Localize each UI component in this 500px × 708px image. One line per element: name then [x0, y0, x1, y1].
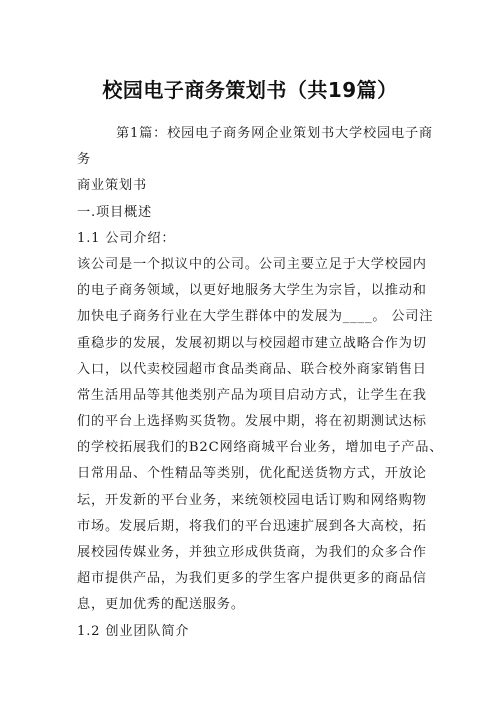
paragraph-line: 坛，开发新的平台业务，来统领校园电话订购和网络购物 — [77, 492, 427, 508]
paragraph-line: 常生活用品等其他类别产品为项目启动方式，让学生在我 — [77, 387, 427, 403]
paragraph-line: 加快电子商务行业在大学生群体中的发展为____。 公司注 — [77, 309, 434, 325]
paragraph-line: 超市提供产品，为我们更多的学生客户提供更多的商品信 — [77, 571, 427, 587]
document-body — [77, 121, 444, 645]
section-heading: 商业策划书 — [77, 178, 147, 194]
document-title: 校园电子商务策划书（共19篇） — [102, 78, 398, 102]
paragraph-line: 的电子商务领域，以更好地服务大学生为宗旨，以推动和 — [77, 283, 427, 299]
paragraph-line: 们的平台上选择购买货物。发展中期，将在初期测试达标 — [77, 414, 427, 430]
paragraph-line: 第1篇：校园电子商务网企业策划书大学校园电子商 — [116, 126, 433, 141]
paragraph-line: 该公司是一个拟议中的公司。公司主要立足于大学校园内 — [77, 256, 427, 272]
paragraph-line: 市场。发展后期，将我们的平台迅速扩展到各大高校，拓 — [77, 518, 427, 534]
section-heading: 一.项目概述 — [77, 204, 152, 220]
paragraph-line: 重稳步的发展，发展初期以与校园超市建立战略合作为切 — [77, 335, 427, 351]
paragraph-line: 息，更加优秀的配送服务。 — [77, 597, 245, 613]
subsection-heading: 1.2 创业团队简介 — [77, 623, 190, 639]
paragraph-line: 日常用品、个性精品等类别，优化配送货物方式，开放论 — [77, 466, 427, 482]
paragraph-line: 的学校拓展我们的B2C网络商城平台业务，增加电子产品、 — [77, 440, 444, 456]
paragraph-line: 入口，以代卖校园超市食品类商品、联合校外商家销售日 — [77, 361, 427, 377]
paragraph-line: 展校园传媒业务，并独立形成供货商，为我们的众多合作 — [77, 545, 427, 560]
paragraph-line: 务 — [77, 152, 91, 168]
subsection-heading: 1.1 公司介绍： — [77, 230, 176, 246]
